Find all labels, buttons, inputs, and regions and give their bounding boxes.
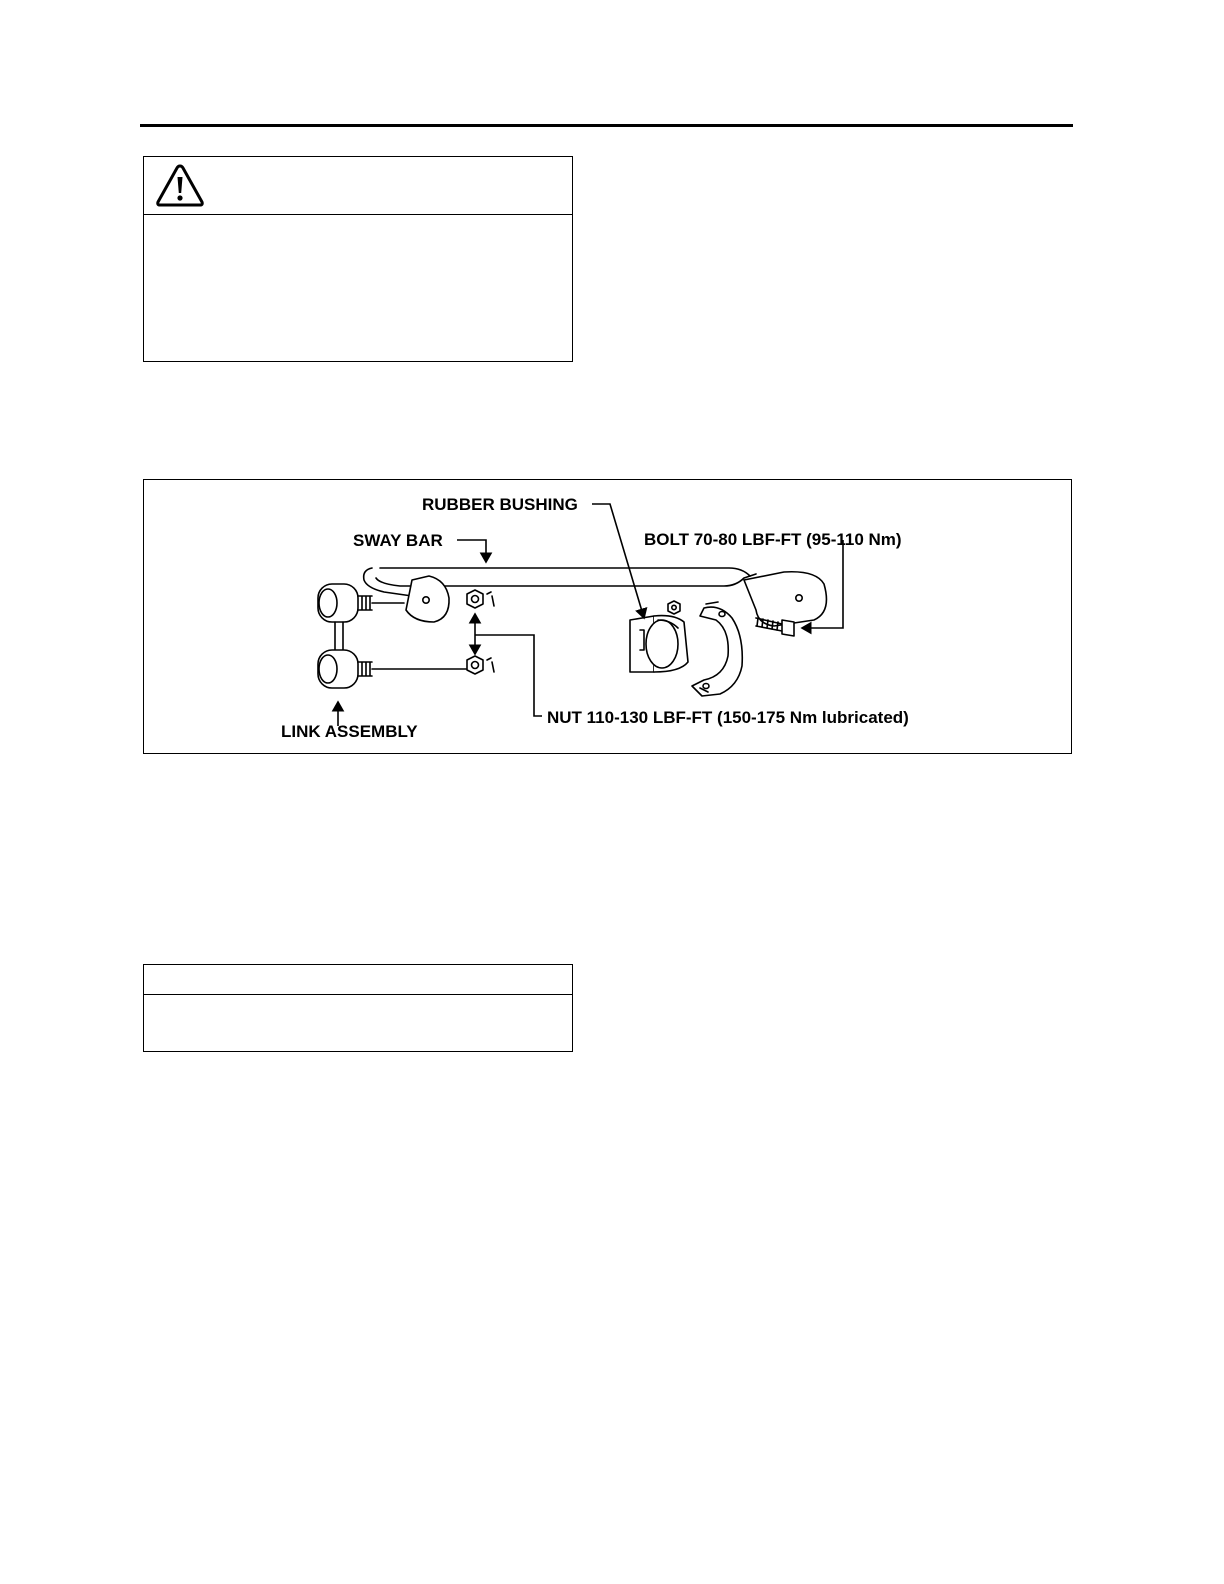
- note-header: [144, 965, 572, 995]
- sway-bar-diagram: [144, 480, 1073, 755]
- warning-box: [143, 156, 573, 362]
- label-link-assembly: LINK ASSEMBLY: [281, 722, 418, 741]
- warning-triangle-icon: [154, 163, 206, 209]
- rubber-bushing: [630, 616, 688, 672]
- label-rubber-bushing: RUBBER BUSHING: [422, 495, 578, 514]
- label-sway-bar: SWAY BAR: [353, 531, 443, 550]
- warning-header: [144, 157, 572, 215]
- sway-bar-figure: [143, 479, 1072, 754]
- note-box: [143, 964, 573, 1052]
- label-bolt: BOLT 70-80 LBF-FT (95-110 Nm): [644, 530, 902, 549]
- label-nut: NUT 110-130 LBF-FT (150-175 Nm lubricated): [547, 708, 909, 727]
- header-rule: [140, 124, 1073, 127]
- link-nuts: [467, 590, 494, 674]
- sway-bar: [364, 568, 827, 626]
